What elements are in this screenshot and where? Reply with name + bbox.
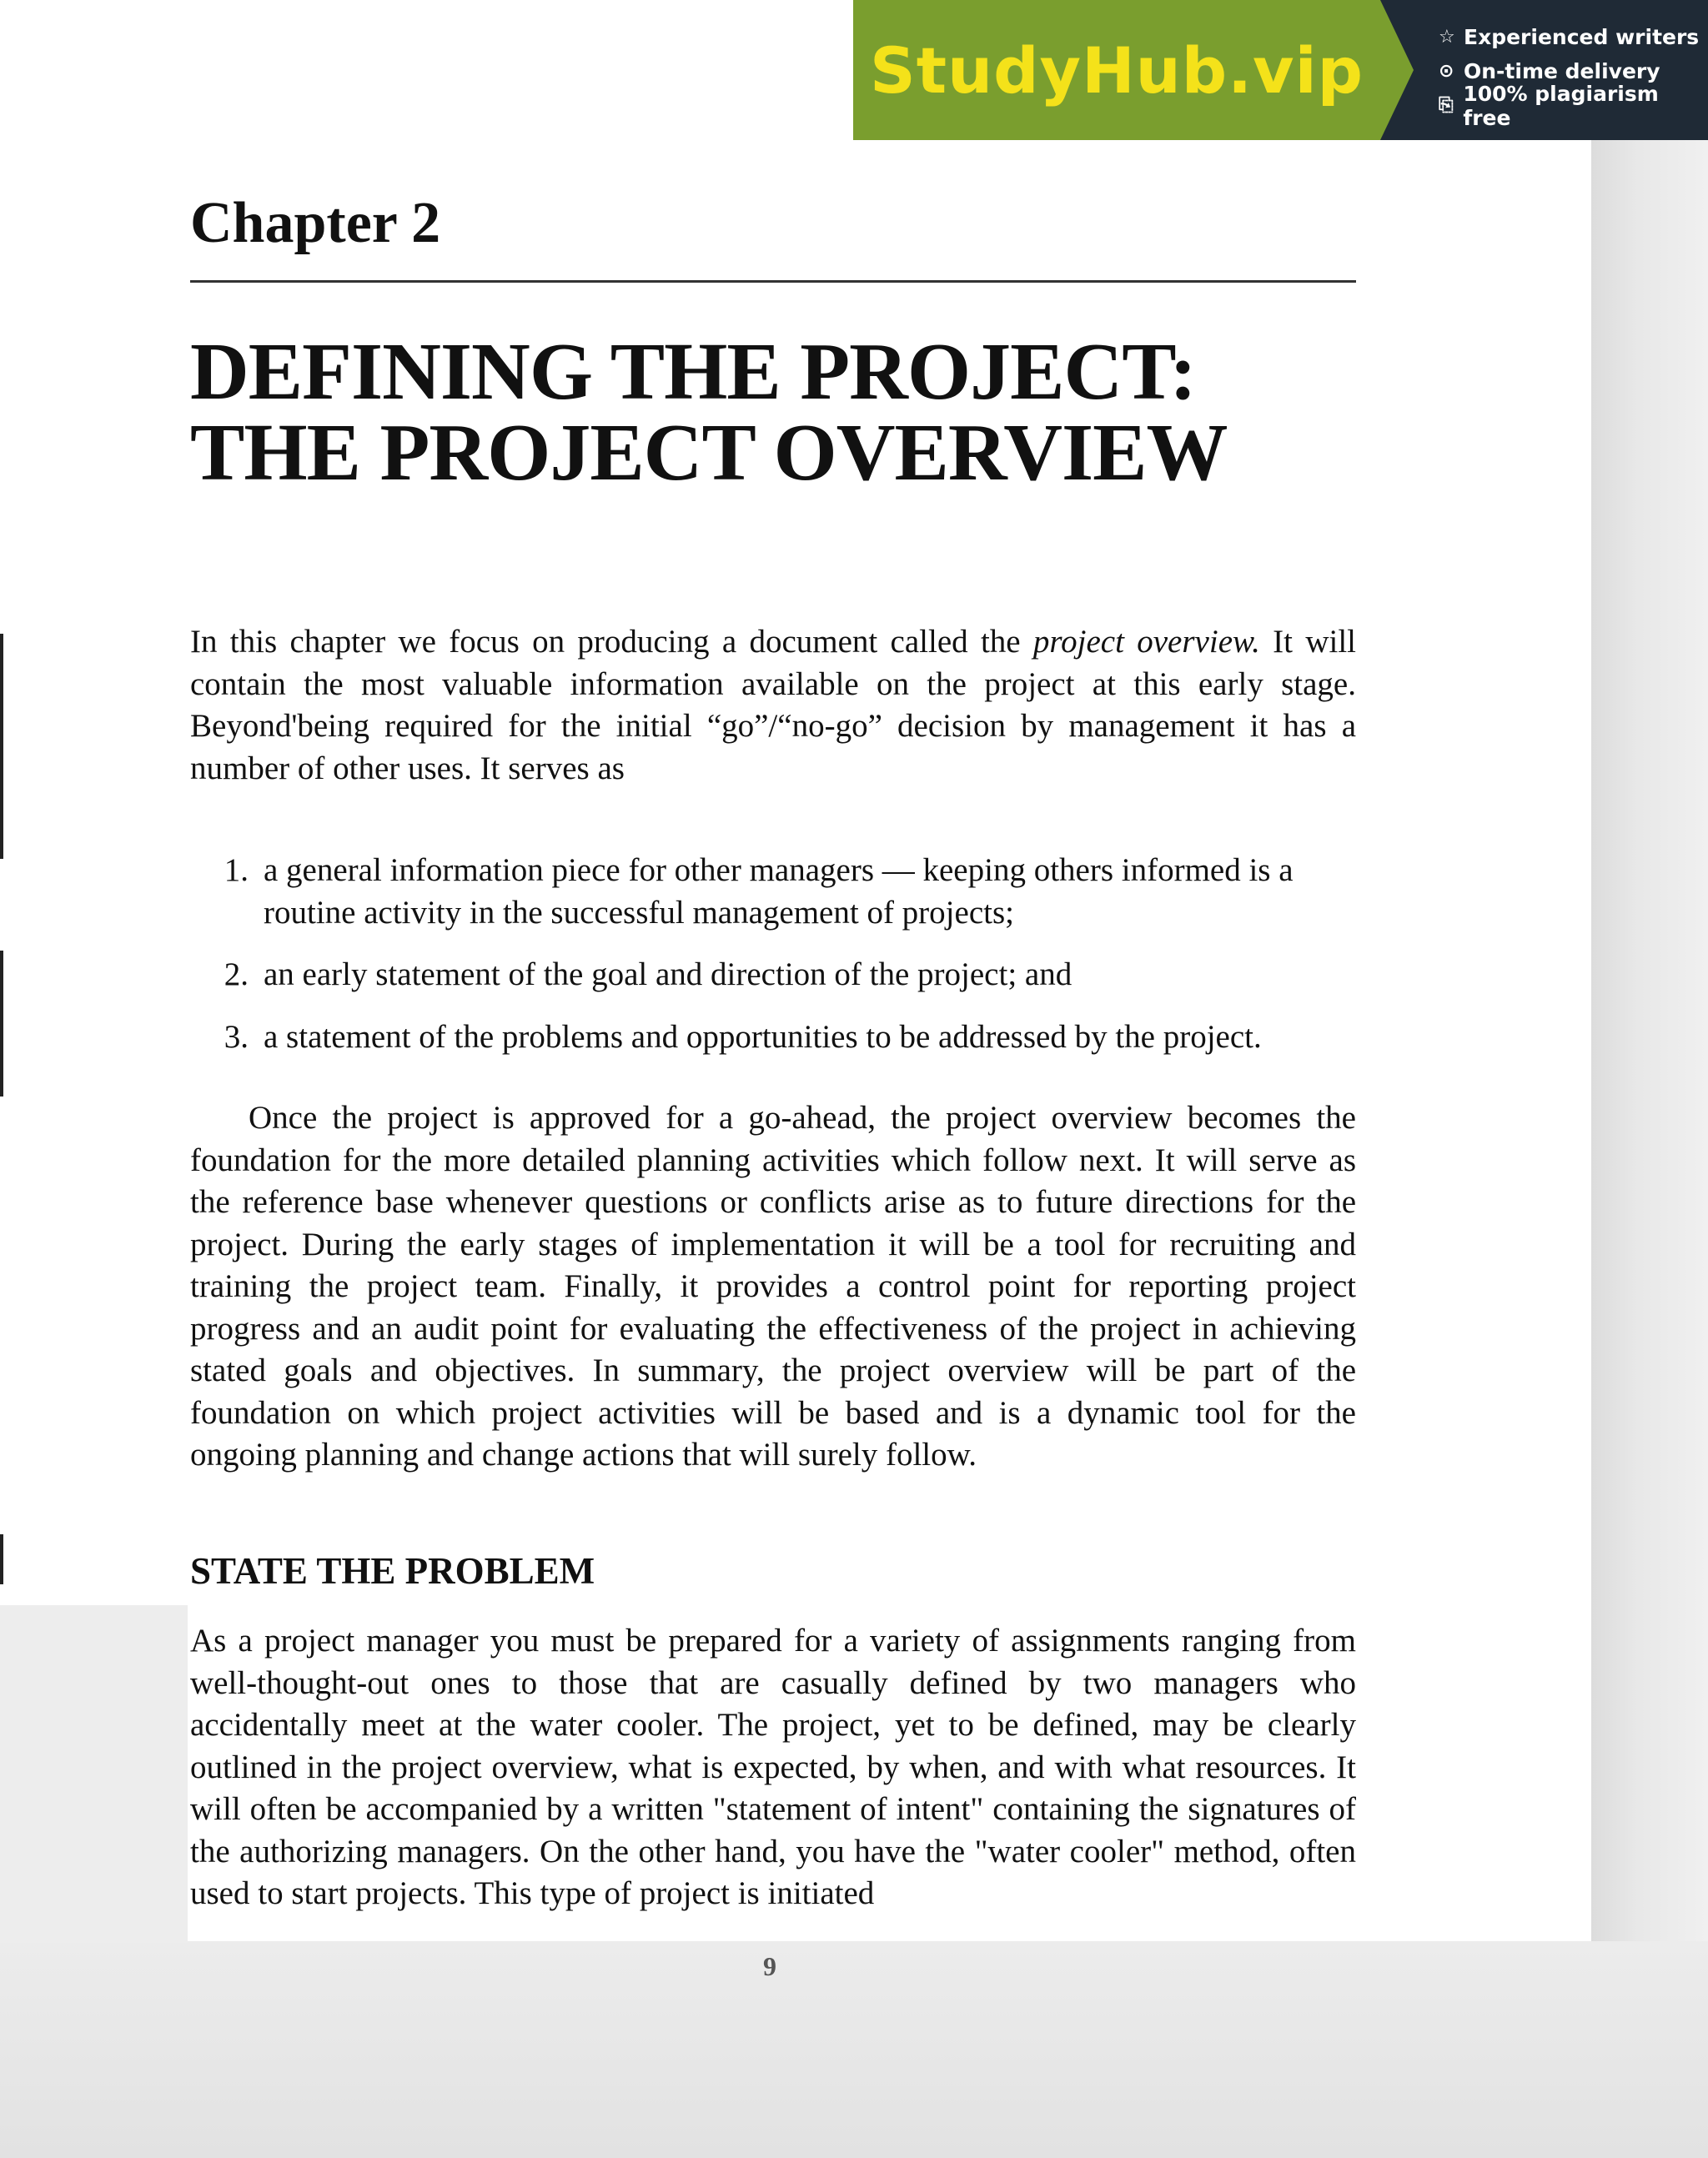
chapter-title-line: DEFINING THE PROJECT: [190,327,1196,417]
intro-text: It will contain the most valuable information available on the project at this early stage. Beyond'being required for the initial “go”/“no-go” decision by management it has a number of other uses. It serves as [190,624,1356,786]
list-number: 2. [224,956,249,992]
intro-paragraph [190,621,1356,790]
section-heading: STATE THE PROBLEM [190,1550,595,1592]
scan-margin-left [0,1605,188,1943]
chapter-label: Chapter 2 [190,191,441,255]
list-number: 3. [224,1018,249,1055]
list-text: a statement of the problems and opportunities to be addressed by the project. [264,1018,1262,1055]
scan-mark [0,1534,3,1584]
scan-margin-bottom [0,1941,1708,2158]
scan-mark [0,951,3,1097]
star-icon: ☆ [1439,27,1455,48]
section-paragraph: As a project manager you must be prepared for a variety of assignments ranging from well-thought-out ones to those that are casually defined by two managers who accidentally meet at the water cooler. The project, yet to be defined, may be clearly outlined in the project overview, what is expected, by when, and with what resources. It will often be accompanied by a written "statement of intent" containing the signatures of the authorizing managers. On the other hand, you have the "water cooler" method, often used to start projects. This type of project is initiated [190,1623,1356,1911]
intro-emphasis: project overview. [1032,624,1260,660]
list-number: 1. [224,852,249,888]
list-item [190,850,1356,934]
ad-features [1380,0,1708,140]
chapter-title [190,327,1228,498]
document-icon: ⎘ [1439,95,1454,116]
list-item [190,1016,1356,1059]
list-text: a general information piece for other managers — keeping others informed is a routine activity in the successful management of projects; [264,852,1294,931]
ad-feature-writers [1439,20,1708,54]
page-number: 9 [763,1951,776,1981]
overview-paragraph: Once the project is approved for a go-ahead, the project overview becomes the foundation for the more detailed planning activities which follow next. It will serve as the reference base whenever questions or conflicts arise as to future directions for the project. During the early stages of implementation it will be a tool for recruiting and training the project team. Finally, it provides a control point for reporting project progress and an audit point for evaluating the effectiveness of the project in achieving stated goals and objectives. In summary, the project overview will be part of the foundation on which project activities will be based and is a dynamic tool for the ongoing planning and change actions that will surely follow. [190,1100,1356,1473]
ad-feature-text: Experienced writers [1464,25,1700,49]
intro-text: In this chapter we focus on producing a document called the [190,624,1033,660]
list-item [190,954,1356,996]
ad-feature-text: 100% plagiarism free [1463,81,1659,130]
ad-feature-plagiarism [1439,81,1708,130]
ad-logo[interactable]: StudyHub.vip [869,33,1364,108]
chapter-rule [190,280,1356,283]
chapter-title-line: THE PROJECT OVERVIEW [190,408,1228,498]
uses-list [190,850,1356,1078]
ad-feature-text: On-time delivery [1464,59,1660,83]
ad-logo-panel[interactable] [853,0,1380,140]
scan-mark [0,634,3,859]
clock-icon: ⊙ [1439,61,1454,82]
list-text: an early statement of the goal and direction of the project; and [264,956,1073,992]
ad-banner[interactable] [853,0,1708,140]
scan-margin-right [1591,140,1708,2158]
